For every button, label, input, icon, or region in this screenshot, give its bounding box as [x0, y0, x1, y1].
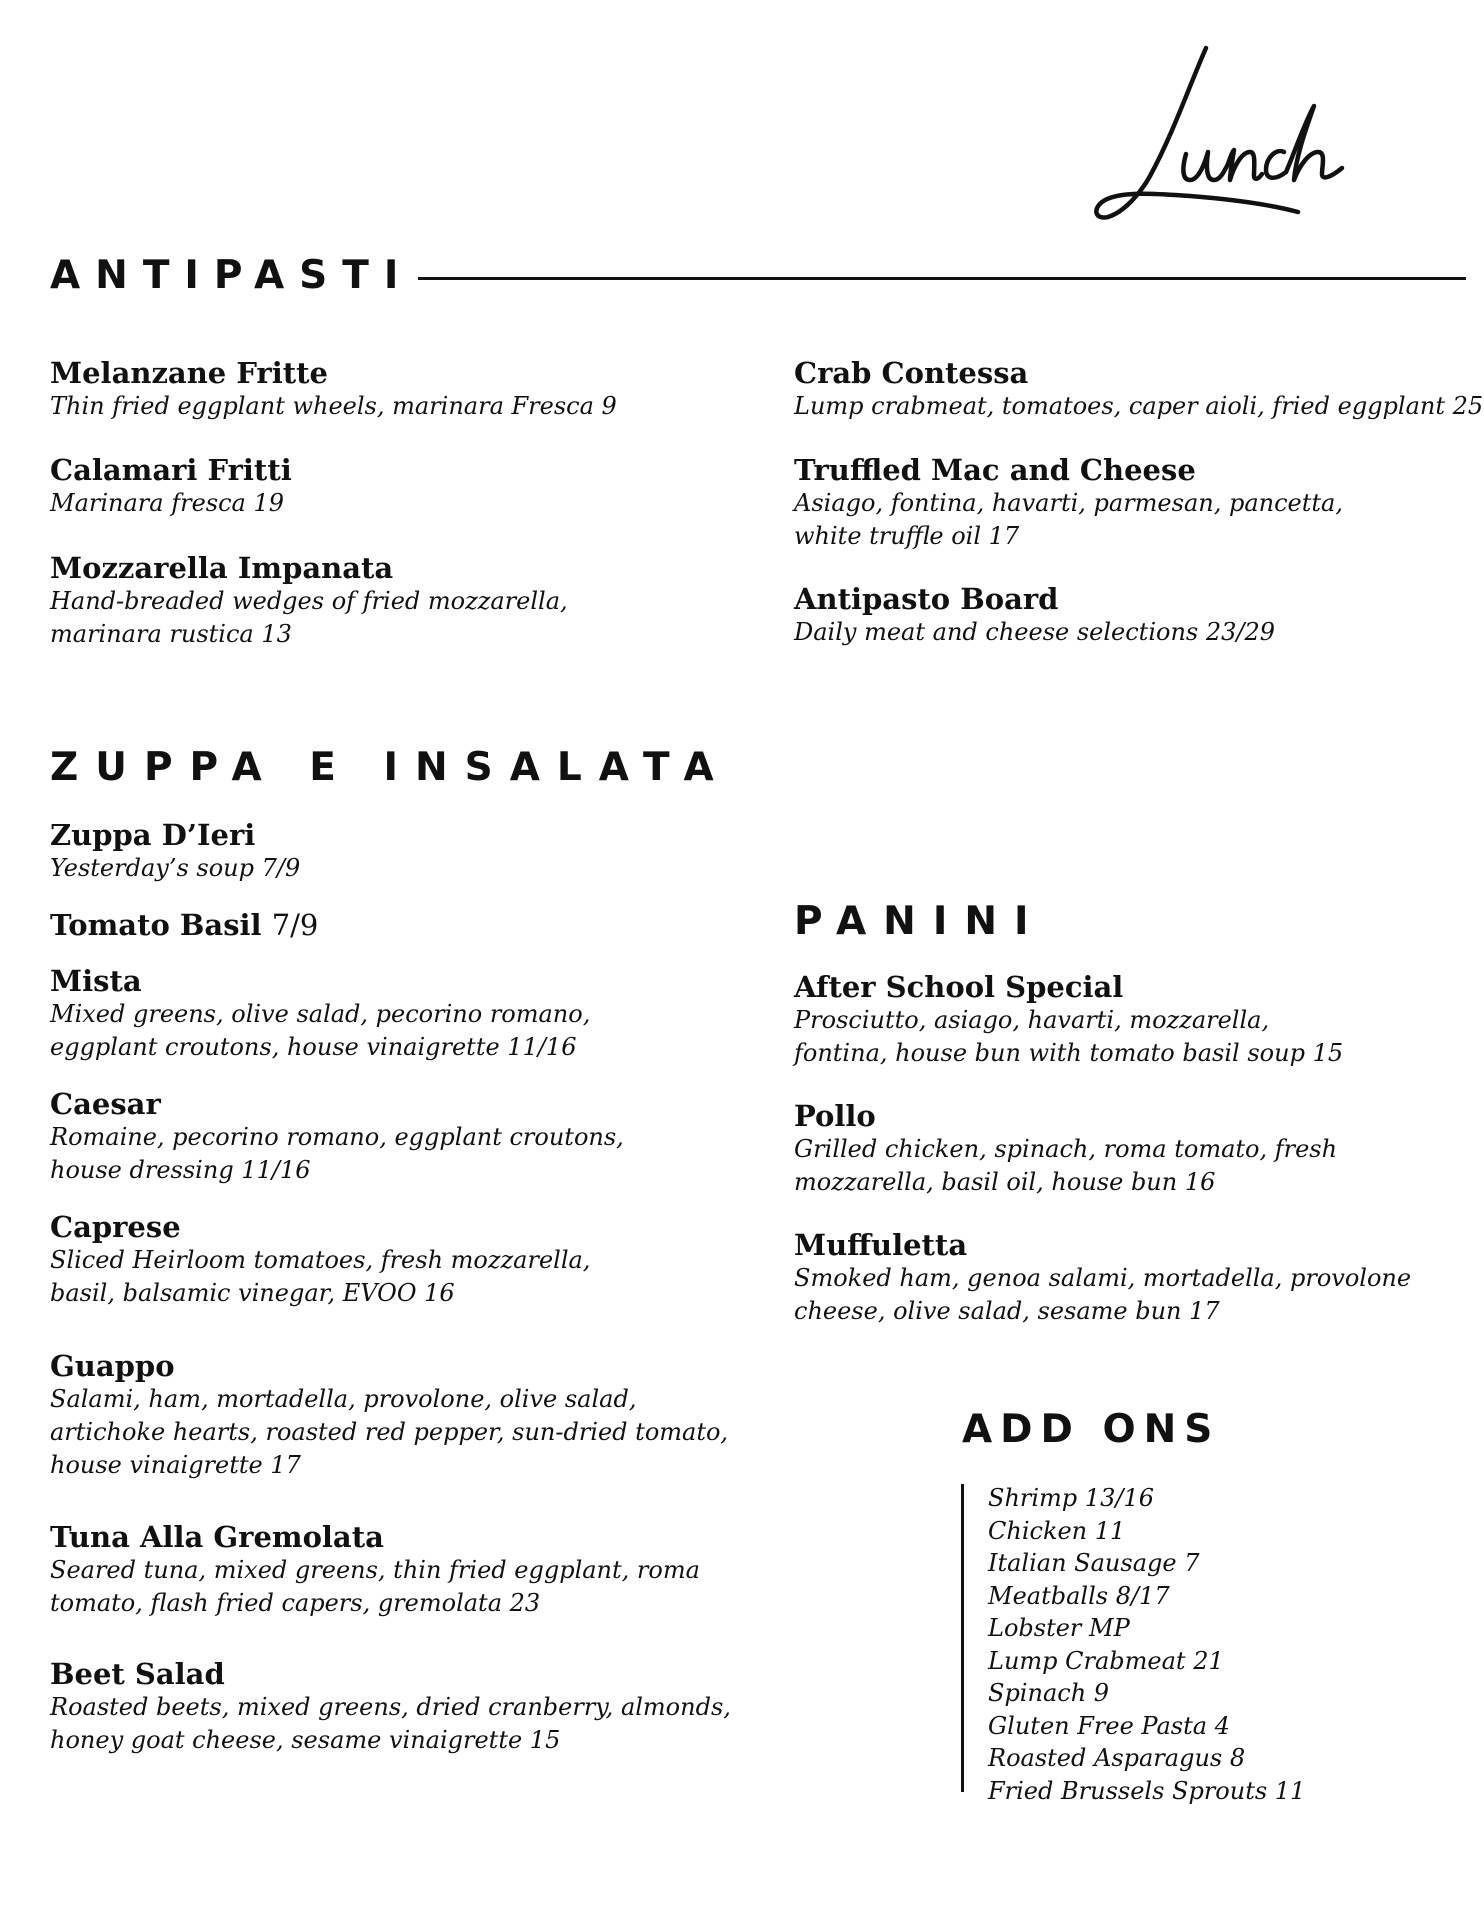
section-heading-add-ons: ADD ONS [962, 1407, 1221, 1452]
menu-item [50, 908, 318, 942]
item-description: Sliced Heirloom tomatoes, fresh mozzarella, [50, 1246, 591, 1274]
section-heading-panini: PANINI [794, 899, 1046, 944]
item-description: basil, balsamic vinegar, EVOO 16 [50, 1279, 455, 1307]
item-description: fontina, house bun with tomato basil soup 15 [794, 1039, 1344, 1067]
menu-item [794, 453, 1343, 553]
item-name: Mista [50, 964, 142, 998]
menu-item [794, 1228, 1411, 1328]
item-name: Calamari Fritti [50, 453, 292, 487]
menu-item [50, 964, 590, 1064]
item-description: house dressing 11/16 [50, 1156, 311, 1184]
menu-item [794, 582, 1275, 649]
item-description: Daily meat and cheese selections 23/29 [794, 618, 1276, 646]
item-name: Pollo [794, 1099, 876, 1133]
item-description: Roasted beets, mixed greens, dried cranberry, almonds, [50, 1693, 731, 1721]
section-heading-zuppa-e-insalata: ZUPPA E INSALATA [50, 745, 731, 790]
item-name: Zuppa D’Ieri [50, 818, 256, 852]
menu-item [50, 1087, 624, 1187]
item-description: Seared tuna, mixed greens, thin fried eggplant, roma [50, 1556, 700, 1584]
item-description: Romaine, pecorino romano, eggplant croutons, [50, 1123, 624, 1151]
menu-item [794, 356, 1483, 423]
item-description: Yesterday’s soup 7/9 [50, 854, 301, 882]
item-description: Thin fried eggplant wheels, marinara Fresca 9 [50, 392, 617, 420]
item-description: Smoked ham, genoa salami, mortadella, provolone [794, 1264, 1412, 1292]
add-on-item: Lump Crabmeat 21 [988, 1646, 1224, 1675]
add-on-item: Meatballs 8/17 [988, 1581, 1170, 1610]
item-name: Melanzane Fritte [50, 356, 328, 390]
item-name: Beet Salad [50, 1657, 225, 1691]
item-name: Tuna Alla Gremolata [50, 1520, 384, 1554]
menu-item [50, 1520, 700, 1620]
item-description: Asiago, fontina, havarti, parmesan, pancetta, [794, 489, 1343, 517]
add-ons-divider [961, 1484, 964, 1792]
item-description: cheese, olive salad, sesame bun 17 [794, 1297, 1220, 1325]
menu-item [50, 551, 568, 651]
item-description: marinara rustica 13 [50, 620, 292, 648]
add-ons-list [988, 1482, 1305, 1807]
lunch-script-title [1078, 34, 1358, 234]
item-name: Caprese [50, 1210, 181, 1244]
item-name: Caesar [50, 1087, 161, 1121]
item-name: Truffled Mac and Cheese [794, 453, 1196, 487]
menu-item [794, 970, 1343, 1070]
menu-item [794, 1099, 1337, 1199]
item-description: white truffle oil 17 [794, 522, 1020, 550]
add-on-item: Fried Brussels Sprouts 11 [988, 1776, 1306, 1805]
item-description: honey goat cheese, sesame vinaigrette 15 [50, 1726, 561, 1754]
item-name-text: Tomato Basil [50, 908, 262, 942]
menu-item [50, 1657, 731, 1757]
item-description: tomato, flash fried capers, gremolata 23 [50, 1589, 541, 1617]
section-heading-antipasti: ANTIPASTI [50, 253, 414, 298]
item-name: Antipasto Board [794, 582, 1059, 616]
item-name: After School Special [794, 970, 1124, 1004]
item-description: house vinaigrette 17 [50, 1451, 301, 1479]
item-price: 7/9 [271, 908, 319, 942]
item-description: Marinara fresca 19 [50, 489, 284, 517]
antipasti-divider [418, 277, 1466, 280]
item-description: mozzarella, basil oil, house bun 16 [794, 1168, 1216, 1196]
item-description: Prosciutto, asiago, havarti, mozzarella, [794, 1006, 1270, 1034]
item-description: Hand-breaded wedges of fried mozzarella, [50, 587, 568, 615]
add-on-item: Italian Sausage 7 [988, 1549, 1200, 1577]
item-description: Salami, ham, mortadella, provolone, olive salad, [50, 1385, 637, 1413]
menu-item [50, 453, 292, 520]
item-name: Crab Contessa [794, 356, 1029, 390]
menu-item [50, 1349, 728, 1482]
add-on-item: Roasted Asparagus 8 [988, 1744, 1246, 1772]
item-description: Grilled chicken, spinach, roma tomato, fresh [794, 1135, 1338, 1163]
item-name: Guappo [50, 1349, 175, 1383]
menu-item [50, 818, 300, 885]
item-description: eggplant croutons, house vinaigrette 11/16 [50, 1033, 577, 1061]
item-description: Mixed greens, olive salad, pecorino romano, [50, 1000, 591, 1028]
menu-item [50, 356, 617, 423]
add-on-item: Lobster MP [988, 1614, 1130, 1642]
add-on-item: Spinach 9 [988, 1679, 1110, 1707]
item-name: Muffuletta [794, 1228, 968, 1262]
menu-item [50, 1210, 590, 1310]
add-on-item: Chicken 11 [988, 1516, 1126, 1545]
item-name [50, 908, 318, 942]
item-description: artichoke hearts, roasted red pepper, sun-dried tomato, [50, 1418, 729, 1446]
item-name: Mozzarella Impanata [50, 551, 394, 585]
add-on-item: Gluten Free Pasta 4 [988, 1711, 1230, 1740]
add-on-item: Shrimp 13/16 [988, 1484, 1154, 1512]
item-description: Lump crabmeat, tomatoes, caper aioli, fried eggplant 25 [794, 392, 1484, 420]
